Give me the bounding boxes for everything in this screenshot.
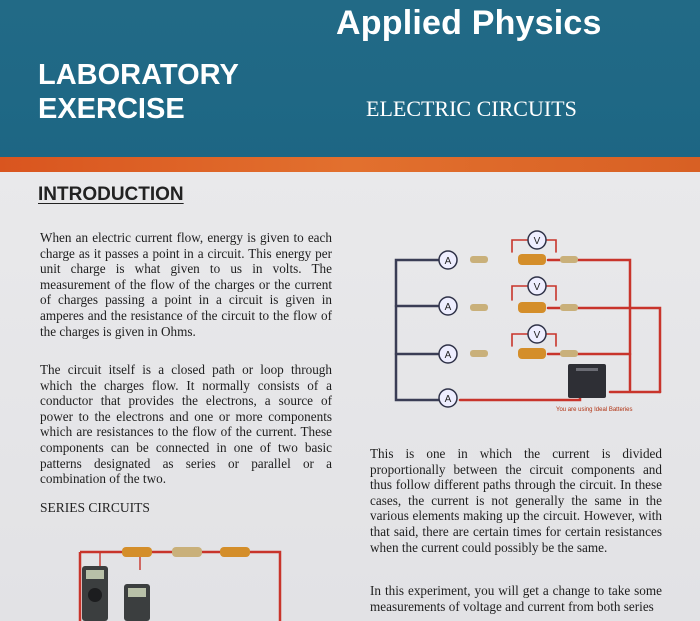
- ammeter-main-icon: A: [444, 394, 452, 405]
- return-wire: [460, 390, 580, 400]
- voltmeter-2-icon: V: [533, 282, 541, 293]
- series-resistor-1: [122, 547, 152, 557]
- parallel-circuit-diagram: [380, 222, 670, 422]
- series-resistor-3: [220, 547, 250, 557]
- series-circuits-heading: SERIES CIRCUITS: [40, 500, 150, 515]
- resistor-1: [518, 254, 546, 265]
- parallel-description-paragraph: This is one in which the current is divided proportionally between the circuit components and thus follow different paths through the circuit. In these cases, the current is not generally the same in the various elements making up the circuit. However, with that said, there are certain times for certain resistances when the current could possibly be the same.: [370, 446, 662, 555]
- voltmeter-3-icon: V: [533, 330, 541, 341]
- header-banner: [0, 0, 700, 160]
- ammeter-3-icon: A: [444, 350, 452, 361]
- subject-title: ELECTRIC CIRCUITS: [366, 96, 577, 121]
- lab-exercise-title: [38, 58, 239, 126]
- voltmeter-1-icon: V: [533, 236, 541, 247]
- ammeter-2-icon: A: [444, 302, 452, 313]
- lab-title-line-1: LABORATORY: [38, 59, 239, 91]
- introduction-heading: INTRODUCTION: [38, 184, 184, 205]
- series-circuit-diagram: [60, 540, 300, 621]
- resistor-3: [518, 348, 546, 359]
- experiment-paragraph: In this experiment, you will get a change to take some measurements of voltage and current from both series: [370, 583, 662, 614]
- series-resistor-2: [172, 547, 202, 557]
- lab-title-line-2: EXERCISE: [38, 93, 185, 125]
- intro-paragraph-2: The circuit itself is a closed path or loop through which the charges flow. It normally consists of a conductor that provides the electrons, a source of power to the electrons and one or more components which are resistances to the flow of the current. These components can be connected in one of two basic patterns designated as series or parallel or a combination of the two.: [40, 362, 332, 487]
- series-wire-top: [80, 552, 280, 621]
- intro-paragraph-1: When an electric current flow, energy is given to each charge as it passes a point in a circuit. This energy per unit charge is what given to us in volts. The measurement of the flow of the charges or the current of charges passing a point in a circuit is given in amperes and the resistance of the circuit to the flow of the charges is given in Ohms.: [40, 230, 332, 339]
- figure-caption: You are using Ideal Batteries: [556, 407, 633, 413]
- app-title: Applied Physics: [336, 4, 602, 42]
- ammeter-1-icon: A: [444, 256, 452, 267]
- resistors: [470, 254, 578, 359]
- resistor-2: [518, 302, 546, 313]
- accent-stripe: [0, 157, 700, 172]
- ground-wire: [396, 260, 440, 400]
